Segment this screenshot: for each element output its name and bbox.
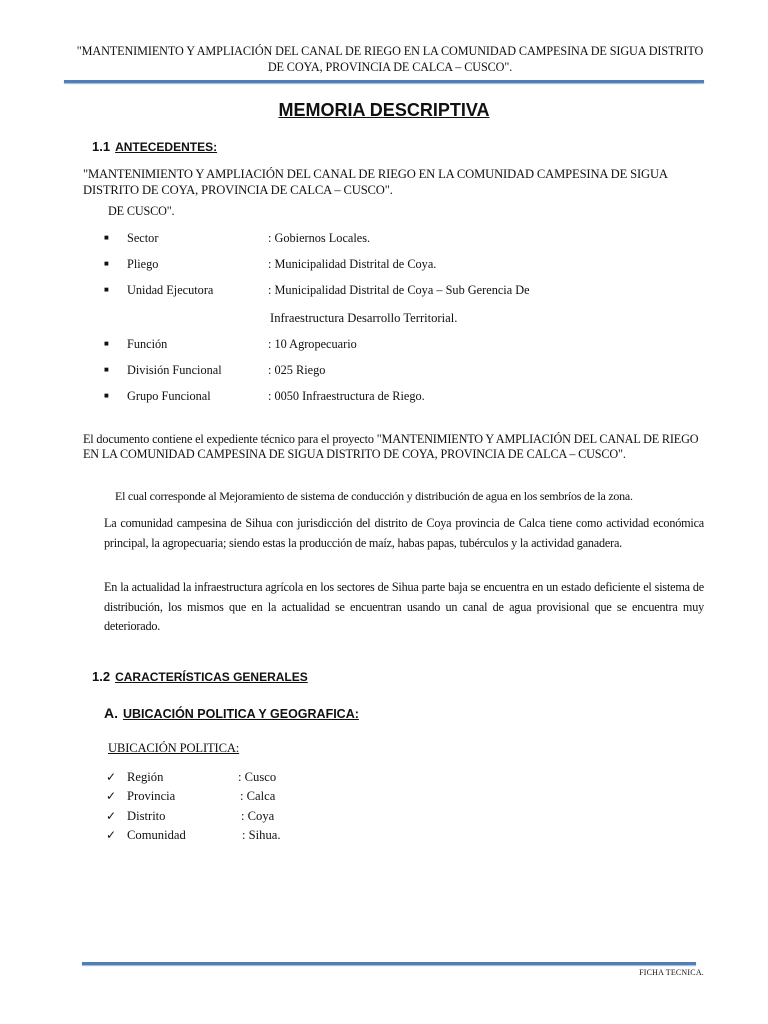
section-number: 1.1 — [92, 139, 111, 154]
header-rule — [64, 80, 704, 83]
paragraph-community-economy: La comunidad campesina de Sihua con jurisdicción del distrito de Coya provincia de Calca tiene como actividad económica principal, la agropecuaria; siendo estas la producción de maíz, habas papas, tubérculos y la actividad ganadera. — [104, 516, 704, 550]
intro-paragraph: "MANTENIMIENTO Y AMPLIACIÓN DEL CANAL DE RIEGO EN LA COMUNIDAD CAMPESINA DE SIGUA DISTRITO DE COYA, PROVINCIA DE CALCA – CUSCO". — [83, 167, 668, 197]
checkmark-icon: ✓ — [106, 770, 117, 784]
checkmark-icon: ✓ — [106, 809, 117, 823]
checkmark-icon: ✓ — [106, 789, 117, 803]
square-bullet-icon: ■ — [104, 391, 109, 400]
section-heading-antecedentes — [92, 139, 217, 154]
paragraph-document-description: El documento contiene el expediente técnico para el proyecto "MANTENIMIENTO Y AMPLIACIÓN DEL CANAL DE RIEGO EN LA COMUNIDAD CAMPESINA DE SIGUA DISTRITO DE COYA, PROVINCIA DE CALCA – CUSCO". — [83, 432, 699, 461]
square-bullet-icon: ■ — [104, 365, 109, 374]
sublabel-ubicacion-politica: UBICACIÓN POLITICA: — [108, 741, 240, 755]
checkmark-icon: ✓ — [106, 828, 117, 842]
paragraph-project-scope: El cual corresponde al Mejoramiento de sistema de conducción y distribución de agua en los sembríos de la zona. — [115, 489, 633, 503]
footer-label: FICHA TECNICA. — [639, 968, 704, 977]
section-label: CARACTERÍSTICAS GENERALES — [115, 670, 308, 684]
section-heading-caracteristicas — [92, 669, 308, 684]
subsection-heading-ubicacion — [104, 705, 359, 721]
square-bullet-icon: ■ — [104, 339, 109, 348]
square-bullet-icon: ■ — [104, 259, 109, 268]
section-label: ANTECEDENTES: — [115, 140, 218, 154]
square-bullet-icon: ■ — [104, 285, 109, 294]
paragraph-current-infrastructure: En la actualidad la infraestructura agrícola en los sectores de Sihua parte baja se encuentra en un estado deficiente el sistema de distribución, los mismos que en la actualidad se encuentran usando un canal de agua provisional que se encuentra muy deteriorado. — [104, 580, 704, 634]
subsection-letter: A. — [104, 705, 118, 721]
footer-rule — [82, 962, 696, 965]
square-bullet-icon: ■ — [104, 233, 109, 242]
section-number: 1.2 — [92, 669, 111, 684]
running-header: "MANTENIMIENTO Y AMPLIACIÓN DEL CANAL DE RIEGO EN LA COMUNIDAD CAMPESINA DE SIGUA DISTRITO DE COYA, PROVINCIA DE CALCA – CUSCO". — [76, 44, 704, 74]
subsection-label: UBICACIÓN POLITICA Y GEOGRAFICA: — [123, 707, 359, 721]
document-title: MEMORIA DESCRIPTIVA — [278, 100, 490, 120]
intro-extra-line: DE CUSCO". — [108, 204, 175, 218]
